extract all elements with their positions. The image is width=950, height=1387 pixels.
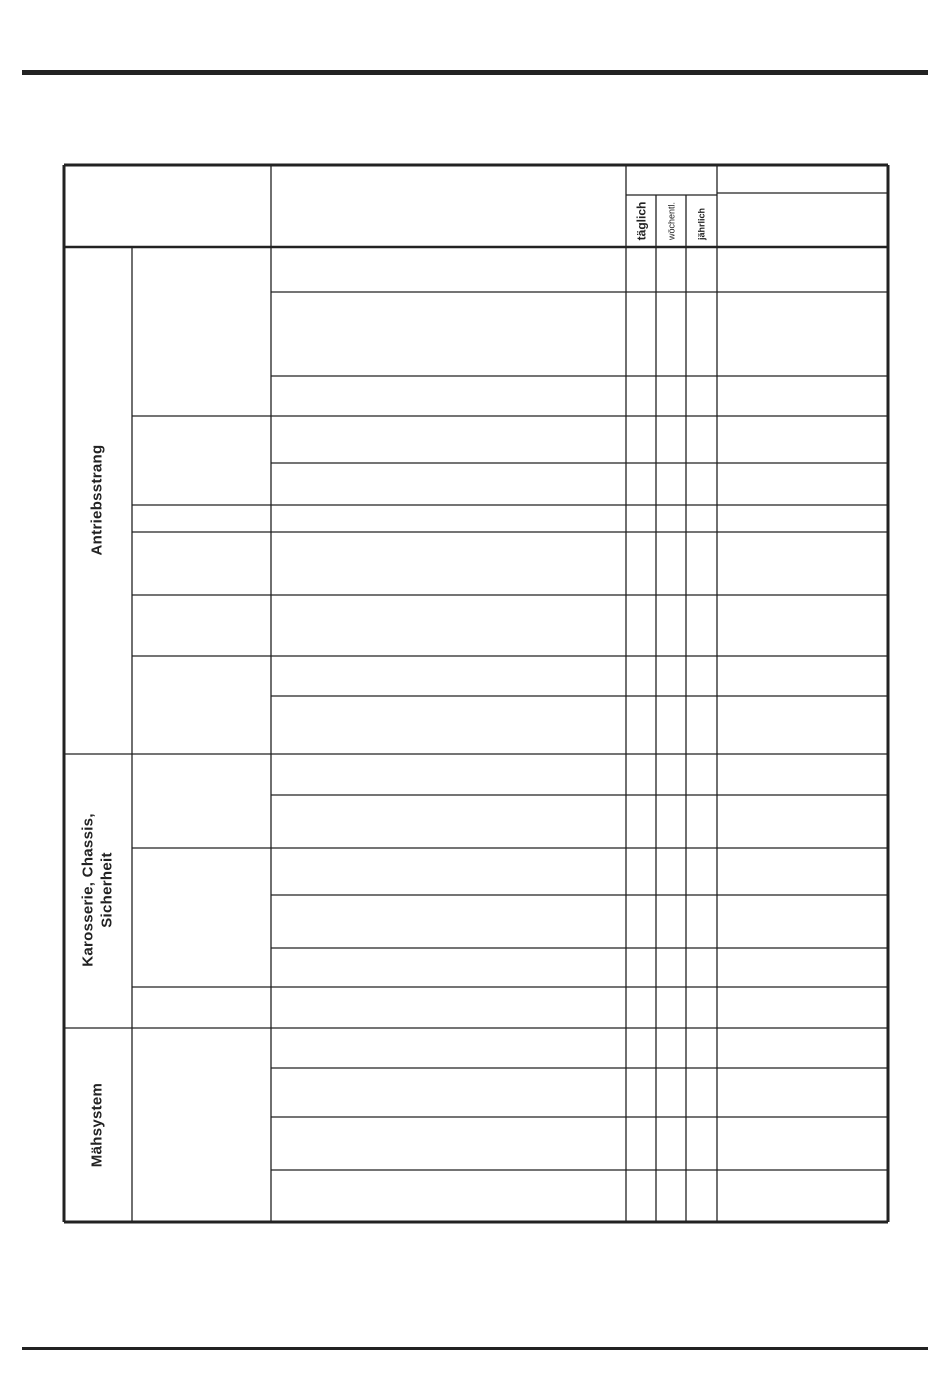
- header-interval-yearly: jährlich: [696, 207, 707, 241]
- section-label-karosserie: [79, 813, 117, 967]
- section-label-karosserie-line-2: Sicherheit: [98, 852, 115, 928]
- section-label-antriebsstrang: Antriebsstrang: [88, 444, 106, 556]
- header-interval-weekly: wöchentl.: [666, 201, 677, 241]
- header-interval-daily: täglich: [634, 201, 649, 241]
- section-label-karosserie-line-1: Karosserie, Chassis,: [79, 813, 97, 967]
- bottom-rule: [22, 1347, 928, 1350]
- section-label-maehsystem: Mähsystem: [88, 1082, 106, 1168]
